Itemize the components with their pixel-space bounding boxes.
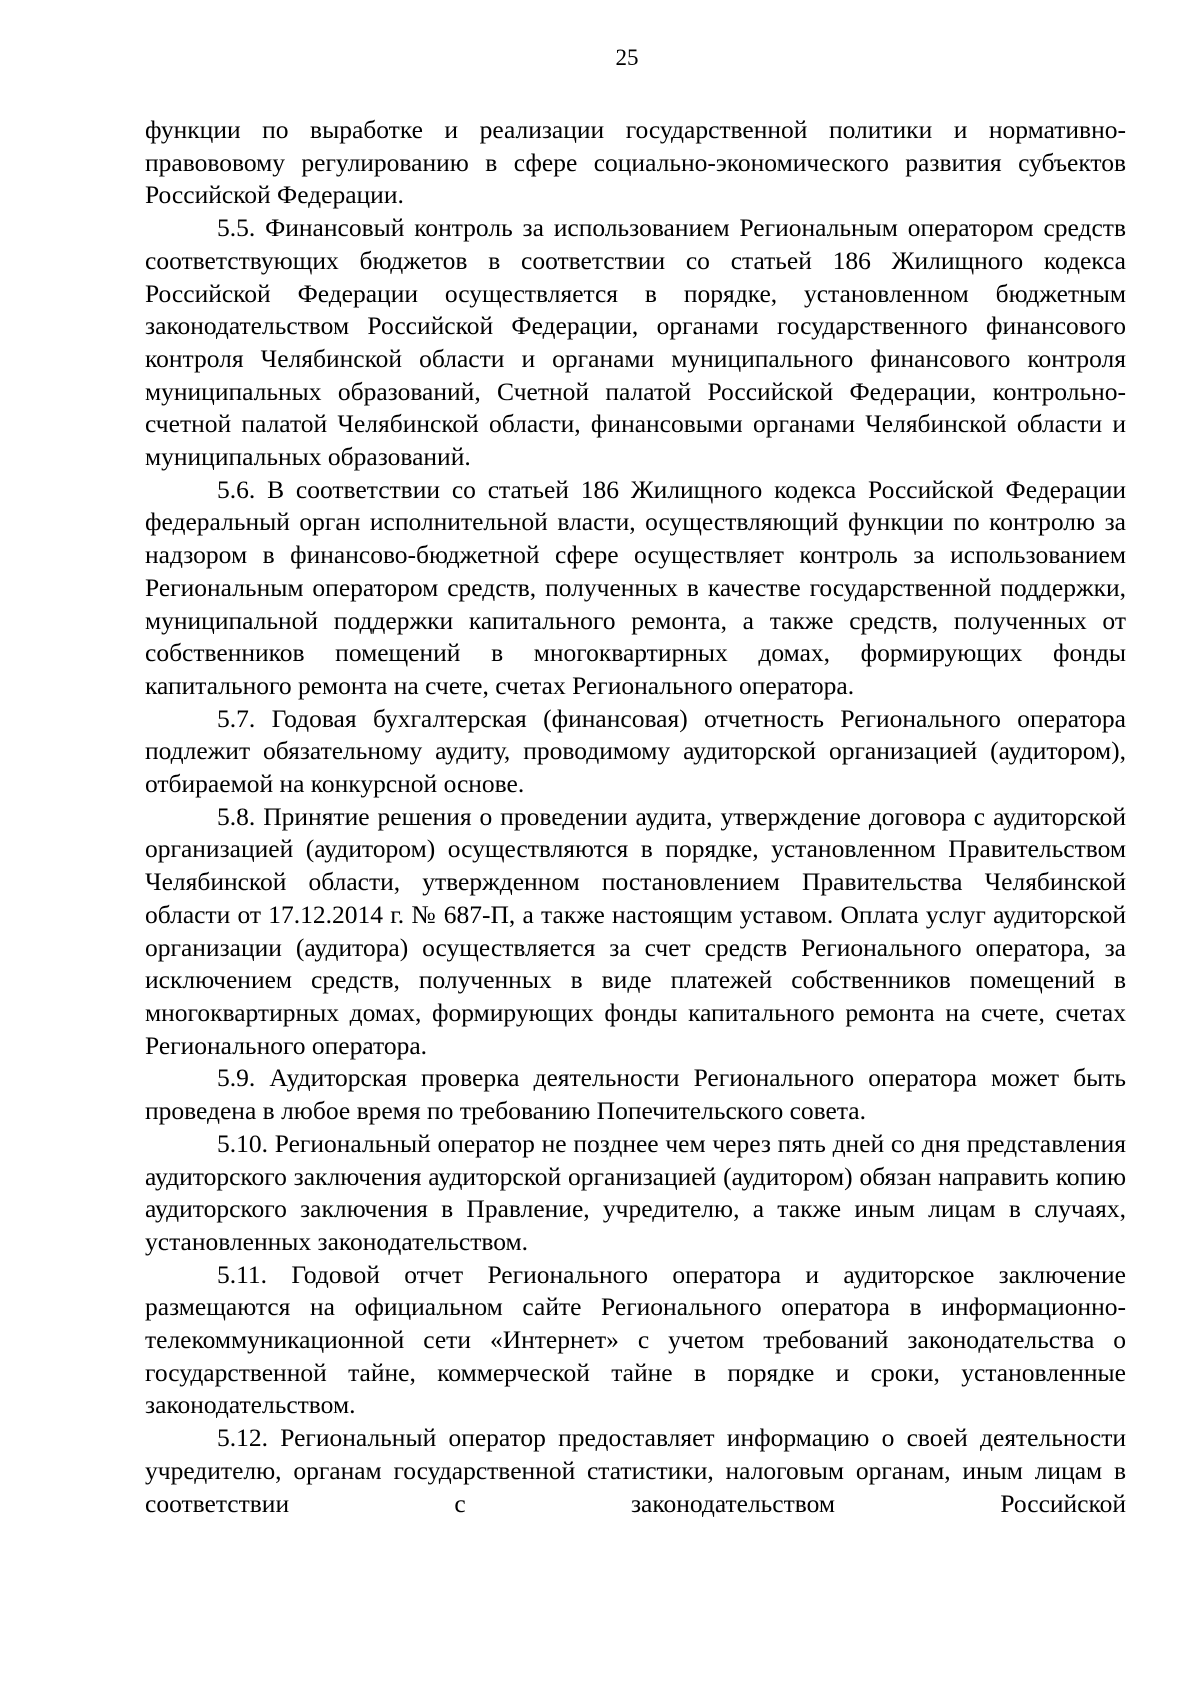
paragraph-5-7: 5.7. Годовая бухгалтерская (финансовая) отчетность Регионального оператора подлежит обязательному аудиту, проводимому аудиторской организацией (аудитором), отбираемой на конкурсной основе. bbox=[145, 703, 1126, 799]
paragraph-5-6: 5.6. В соответствии со статьей 186 Жилищного кодекса Российской Федерации федеральный орган исполнительной власти, осуществляющий функции по контролю за надзором в финансово-бюджетной сфере осуществляет контроль за использованием Региональным оператором средств, полученных в качестве государственной поддержки, муниципальной поддержки капитального ремонта, а также средств, полученных от собственников помещений в многоквартирных домах, формирующих фонды капитального ремонта на счете, счетах Регионального оператора. bbox=[145, 474, 1126, 700]
paragraph-5-10: 5.10. Региональный оператор не позднее чем через пять дней со дня представления аудиторского заключения аудиторской организацией (аудитором) обязан направить копию аудиторского заключения в Правление, учредителю, а также иным лицам в случаях, установленных законодательством. bbox=[145, 1128, 1126, 1256]
paragraph-continuation: функции по выработке и реализации государственной политики и нормативно-правововому регулированию в сфере социально-экономического развития субъектов Российской Федерации. bbox=[145, 115, 1126, 210]
paragraph-5-5: 5.5. Финансовый контроль за использованием Региональным оператором средств соответствующих бюджетов в соответствии со статьей 186 Жилищного кодекса Российской Федерации осуществляется в порядке, установленном бюджетным законодательством Российской Федерации, органами государственного финансового контроля Челябинской области и органами муниципального финансового контроля муниципальных образований, Счетной палатой Российской Федерации, контрольно-счетной палатой Челябинской области, финансовыми органами Челябинской области и муниципальных образований. bbox=[145, 213, 1126, 472]
paragraph-5-9: 5.9. Аудиторская проверка деятельности Регионального оператора может быть проведена в любое время по требованию Попечительского совета. bbox=[145, 1063, 1126, 1126]
page-number: 25 bbox=[615, 45, 639, 70]
paragraph-5-12: 5.12. Региональный оператор предоставляет информацию о своей деятельности учредителю, органам государственной статистики, налоговым органам, иным лицам в соответствии с законодательством Российской bbox=[145, 1423, 1126, 1518]
paragraph-5-11: 5.11. Годовой отчет Регионального оператора и аудиторское заключение размещаются на официальном сайте Регионального оператора в информационно-телекоммуникационной сети «Интернет» с учетом требований законодательства о государственной тайне, коммерческой тайне в порядке и сроки, установленные законодательством. bbox=[145, 1259, 1126, 1420]
paragraph-5-8: 5.8. Принятие решения о проведении аудита, утверждение договора с аудиторской организацией (аудитором) осуществляются в порядке, установленном Правительством Челябинской области, утвержденном постановлением Правительства Челябинской области от 17.12.2014 г. № 687-П, а также настоящим уставом. Оплата услуг аудиторской организации (аудитора) осуществляется за счет средств Регионального оператора, за исключением средств, полученных в виде платежей собственников помещений в многоквартирных домах, формирующих фонды капитального ремонта на счете, счетах Регионального оператора. bbox=[145, 801, 1126, 1060]
document-body bbox=[145, 114, 1126, 1520]
